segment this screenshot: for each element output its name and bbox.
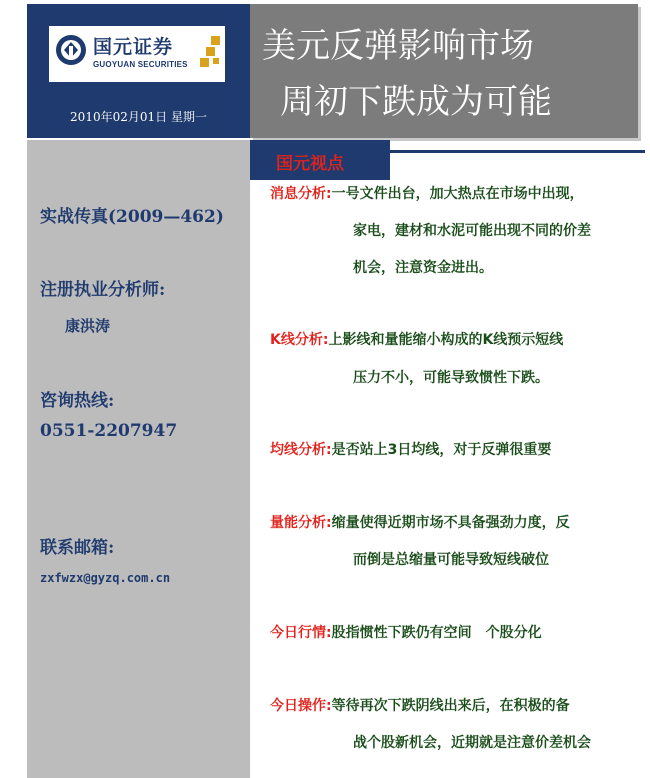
analysis-text: 战个股新机会，近期就是注意价差机会 <box>353 735 591 751</box>
fax-number: 实战传真(2009—462) <box>40 207 224 227</box>
report-date: 2010年02月01日 星期一 <box>70 110 207 124</box>
analysis-text: 而倒是总缩量可能导致短线破位 <box>353 552 549 568</box>
analysis-text: 一号文件出台，加大热点在市场中出现， <box>331 186 584 202</box>
analysis-text: 机会，注意资金进出。 <box>353 260 493 276</box>
analysis-label: 今日行情: <box>270 625 332 641</box>
headline-line-2: 周初下跌成为可能 <box>280 82 552 122</box>
analysis-label: 均线分析: <box>270 442 332 458</box>
analysis-label: 量能分析: <box>270 515 332 531</box>
email-address[interactable]: zxfwzx@gyzq.com.cn <box>40 571 171 585</box>
logo <box>49 26 225 82</box>
section-title: 国元视点 <box>276 154 344 174</box>
analysis-today-market <box>270 615 542 652</box>
hotline-number: 0551-2207947 <box>40 421 178 441</box>
analysis-label: K线分析: <box>270 332 329 348</box>
analysis-text: 家电，建材和水泥可能出现不同的价差 <box>353 223 591 239</box>
analysis-moving-average <box>270 432 551 469</box>
logo-emblem-icon <box>55 34 87 66</box>
section-divider <box>390 150 645 153</box>
logo-text-en: GUOYUAN SECURITIES <box>93 60 188 69</box>
analysis-label: 消息分析: <box>270 186 332 202</box>
email-label: 联系邮箱: <box>40 538 115 558</box>
headline-line-1: 美元反弹影响市场 <box>262 26 534 66</box>
analysis-text: 等待再次下跌阴线出来后，在积极的备 <box>331 698 570 714</box>
analysis-today-operation <box>270 688 570 725</box>
analyst-name: 康洪涛 <box>65 317 111 335</box>
hotline-label: 咨询热线: <box>40 391 115 411</box>
analysis-text: 股指惯性下跌仍有空间 个股分化 <box>331 625 542 641</box>
analysis-text: 缩量使得近期市场不具备强劲力度，反 <box>331 515 570 531</box>
contact-sidebar <box>27 140 250 778</box>
section-tab <box>250 140 390 180</box>
analysis-volume <box>270 505 570 542</box>
header-title-panel <box>250 4 638 138</box>
analysis-text: 是否站上3日均线，对于反弹很重要 <box>331 442 552 458</box>
analyst-label: 注册执业分析师: <box>40 280 166 300</box>
header-brand-panel <box>27 4 250 138</box>
analysis-news <box>270 176 584 213</box>
analysis-label: 今日操作: <box>270 698 332 714</box>
logo-squares-icon <box>197 36 221 72</box>
analysis-text: 上影线和量能缩小构成的K线预示短线 <box>328 332 564 348</box>
logo-text-cn: 国元证券 <box>93 36 174 58</box>
analysis-kline <box>270 322 563 359</box>
analysis-text: 压力不小，可能导致惯性下跌。 <box>353 370 549 386</box>
